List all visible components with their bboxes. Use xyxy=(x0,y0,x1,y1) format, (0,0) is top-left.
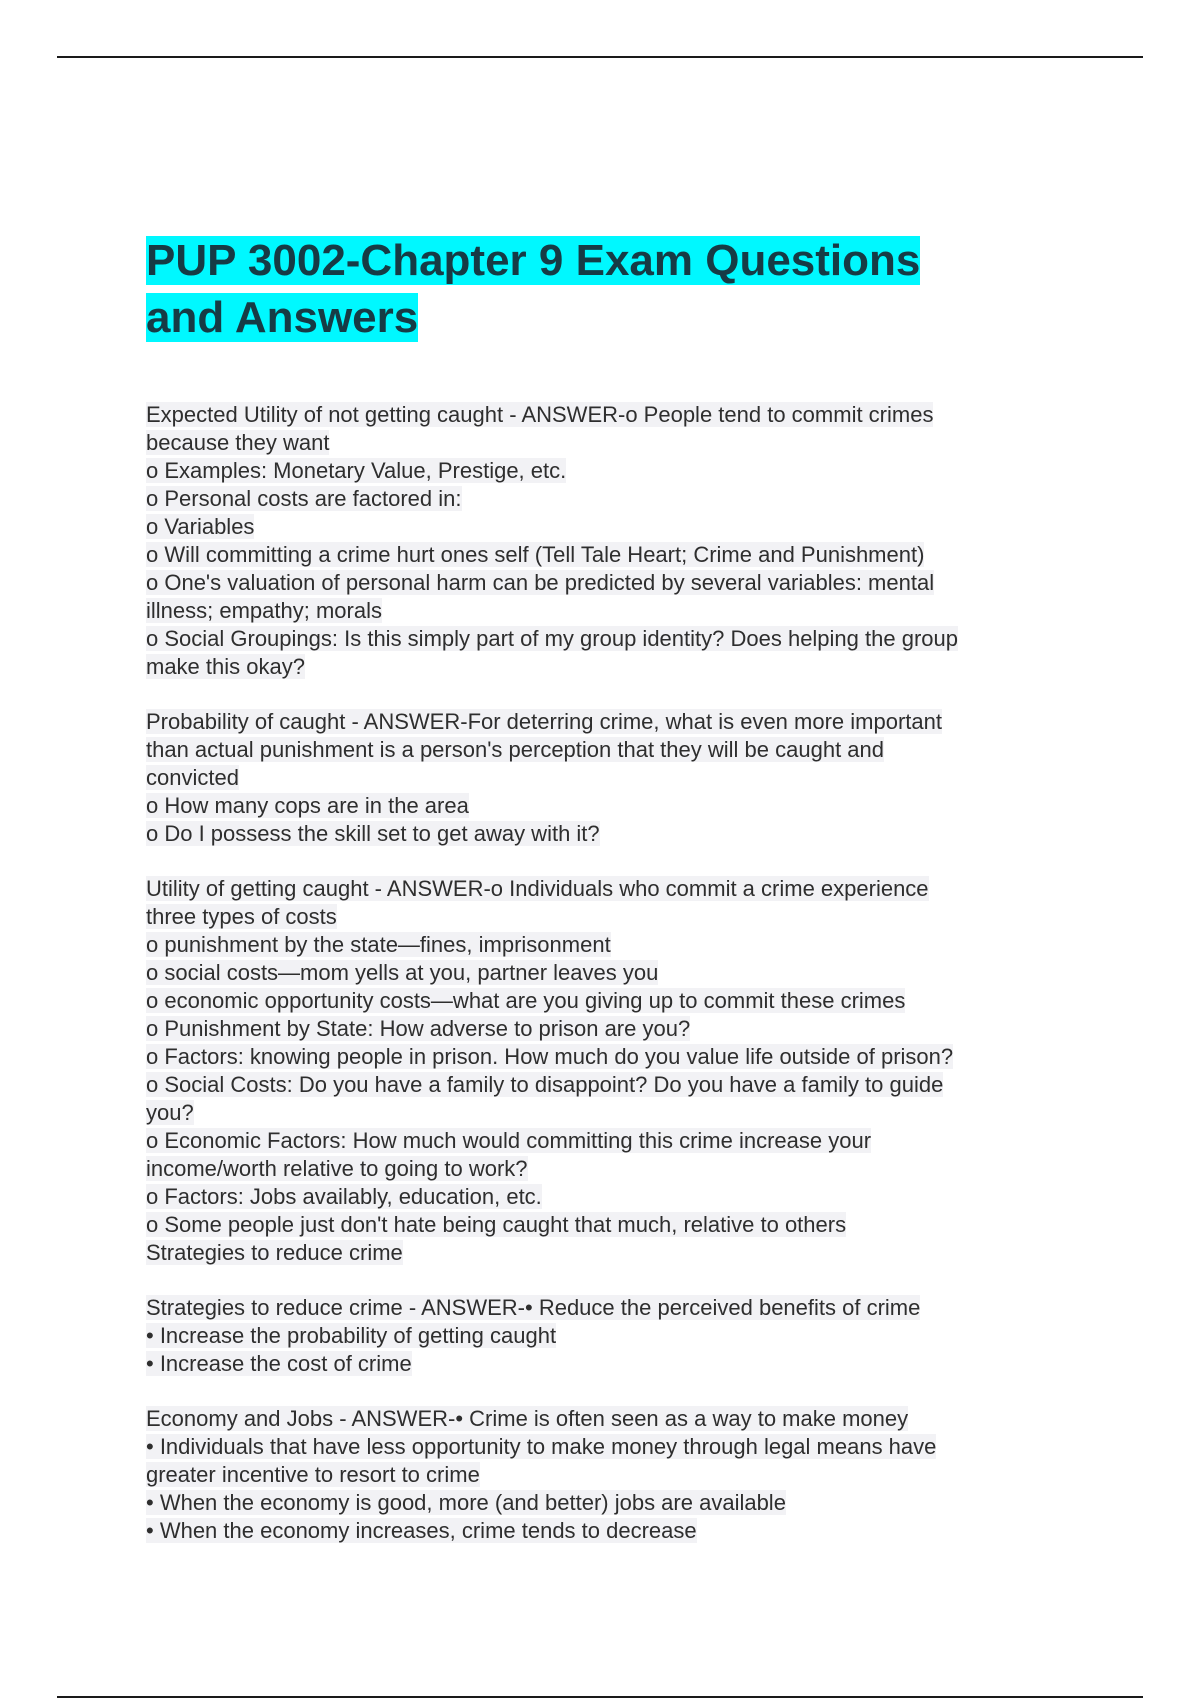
qa-answer-line xyxy=(146,1155,1046,1183)
qa-answer-line xyxy=(146,597,1046,625)
qa-answer-line xyxy=(146,1489,1046,1517)
title-line-1: PUP 3002-Chapter 9 Exam Questions xyxy=(146,236,921,285)
line-text: greater incentive to resort to crime xyxy=(146,1462,480,1487)
line-text: • When the economy is good, more (and better) jobs are available xyxy=(146,1490,786,1515)
qa-question-line xyxy=(146,1294,1046,1322)
qa-entry xyxy=(146,708,1046,848)
qa-question-line xyxy=(146,1405,1046,1433)
qa-answer-line xyxy=(146,457,1046,485)
qa-answer-line xyxy=(146,1043,1046,1071)
document-body xyxy=(146,232,1046,1572)
line-text: • When the economy increases, crime tends to decrease xyxy=(146,1518,697,1543)
qa-answer-line xyxy=(146,541,1046,569)
qa-answer-line xyxy=(146,1015,1046,1043)
line-text: o Variables xyxy=(146,514,255,539)
qa-answer-line xyxy=(146,764,1046,792)
line-text: o Social Costs: Do you have a family to disappoint? Do you have a family to guide xyxy=(146,1072,944,1097)
line-text: o economic opportunity costs—what are you giving up to commit these crimes xyxy=(146,988,906,1013)
qa-answer-line xyxy=(146,513,1046,541)
line-text: Probability of caught - ANSWER-For deterring crime, what is even more important xyxy=(146,709,942,734)
line-text: o One's valuation of personal harm can be predicted by several variables: mental xyxy=(146,570,935,595)
line-text: income/worth relative to going to work? xyxy=(146,1156,528,1181)
line-text: you? xyxy=(146,1100,194,1125)
line-text: o Economic Factors: How much would committing this crime increase your xyxy=(146,1128,872,1153)
qa-answer-line xyxy=(146,1127,1046,1155)
document-title xyxy=(146,232,1046,346)
line-text: o punishment by the state—fines, imprisonment xyxy=(146,932,611,957)
line-text: • Individuals that have less opportunity to make money through legal means have xyxy=(146,1434,937,1459)
line-text: Strategies to reduce crime xyxy=(146,1240,403,1265)
line-text: than actual punishment is a person's perception that they will be caught and xyxy=(146,737,884,762)
qa-entry xyxy=(146,875,1046,1267)
qa-answer-line xyxy=(146,1517,1046,1545)
qa-answer-line xyxy=(146,792,1046,820)
qa-answer-line xyxy=(146,625,1046,653)
line-text: Utility of getting caught - ANSWER-o Individuals who commit a crime experience xyxy=(146,876,929,901)
qa-answer-line xyxy=(146,820,1046,848)
top-rule xyxy=(57,56,1143,58)
qa-entry xyxy=(146,1405,1046,1545)
qa-answer-line xyxy=(146,569,1046,597)
qa-entry xyxy=(146,1294,1046,1378)
line-text: o Do I possess the skill set to get away with it? xyxy=(146,821,600,846)
line-text: o Factors: knowing people in prison. How much do you value life outside of prison? xyxy=(146,1044,954,1069)
qa-question-line xyxy=(146,708,1046,736)
bottom-rule xyxy=(57,1696,1143,1698)
qa-answer-line xyxy=(146,485,1046,513)
qa-answer-line xyxy=(146,1239,1046,1267)
line-text: Strategies to reduce crime - ANSWER-• Reduce the perceived benefits of crime xyxy=(146,1295,921,1320)
qa-entry xyxy=(146,401,1046,681)
line-text: o Social Groupings: Is this simply part of my group identity? Does helping the group xyxy=(146,626,958,651)
qa-list xyxy=(146,401,1046,1545)
qa-answer-line xyxy=(146,931,1046,959)
qa-answer-line xyxy=(146,1350,1046,1378)
line-text: make this okay? xyxy=(146,654,305,679)
line-text: illness; empathy; morals xyxy=(146,598,382,623)
qa-answer-line xyxy=(146,1461,1046,1489)
line-text: Expected Utility of not getting caught - ANSWER-o People tend to commit crimes xyxy=(146,402,934,427)
qa-answer-line xyxy=(146,959,1046,987)
qa-question-line xyxy=(146,875,1046,903)
title-line-2: and Answers xyxy=(146,293,419,342)
line-text: o Examples: Monetary Value, Prestige, etc. xyxy=(146,458,567,483)
line-text: o social costs—mom yells at you, partner leaves you xyxy=(146,960,659,985)
qa-answer-line xyxy=(146,987,1046,1015)
line-text: o Will committing a crime hurt ones self (Tell Tale Heart; Crime and Punishment) xyxy=(146,542,925,567)
qa-answer-line xyxy=(146,1099,1046,1127)
line-text: three types of costs xyxy=(146,904,337,929)
line-text: • Increase the probability of getting caught xyxy=(146,1323,557,1348)
line-text: Economy and Jobs - ANSWER-• Crime is often seen as a way to make money xyxy=(146,1406,909,1431)
line-text: • Increase the cost of crime xyxy=(146,1351,412,1376)
line-text: o Punishment by State: How adverse to prison are you? xyxy=(146,1016,691,1041)
line-text: o Personal costs are factored in: xyxy=(146,486,462,511)
qa-answer-line xyxy=(146,1322,1046,1350)
line-text: convicted xyxy=(146,765,239,790)
qa-answer-line xyxy=(146,653,1046,681)
line-text: because they want xyxy=(146,430,330,455)
line-text: o Factors: Jobs availably, education, etc. xyxy=(146,1184,542,1209)
qa-answer-line xyxy=(146,1211,1046,1239)
qa-answer-line xyxy=(146,903,1046,931)
qa-answer-line xyxy=(146,736,1046,764)
qa-answer-line xyxy=(146,1433,1046,1461)
qa-answer-line xyxy=(146,429,1046,457)
qa-answer-line xyxy=(146,1071,1046,1099)
qa-answer-line xyxy=(146,1183,1046,1211)
line-text: o How many cops are in the area xyxy=(146,793,469,818)
qa-question-line xyxy=(146,401,1046,429)
line-text: o Some people just don't hate being caught that much, relative to others xyxy=(146,1212,847,1237)
